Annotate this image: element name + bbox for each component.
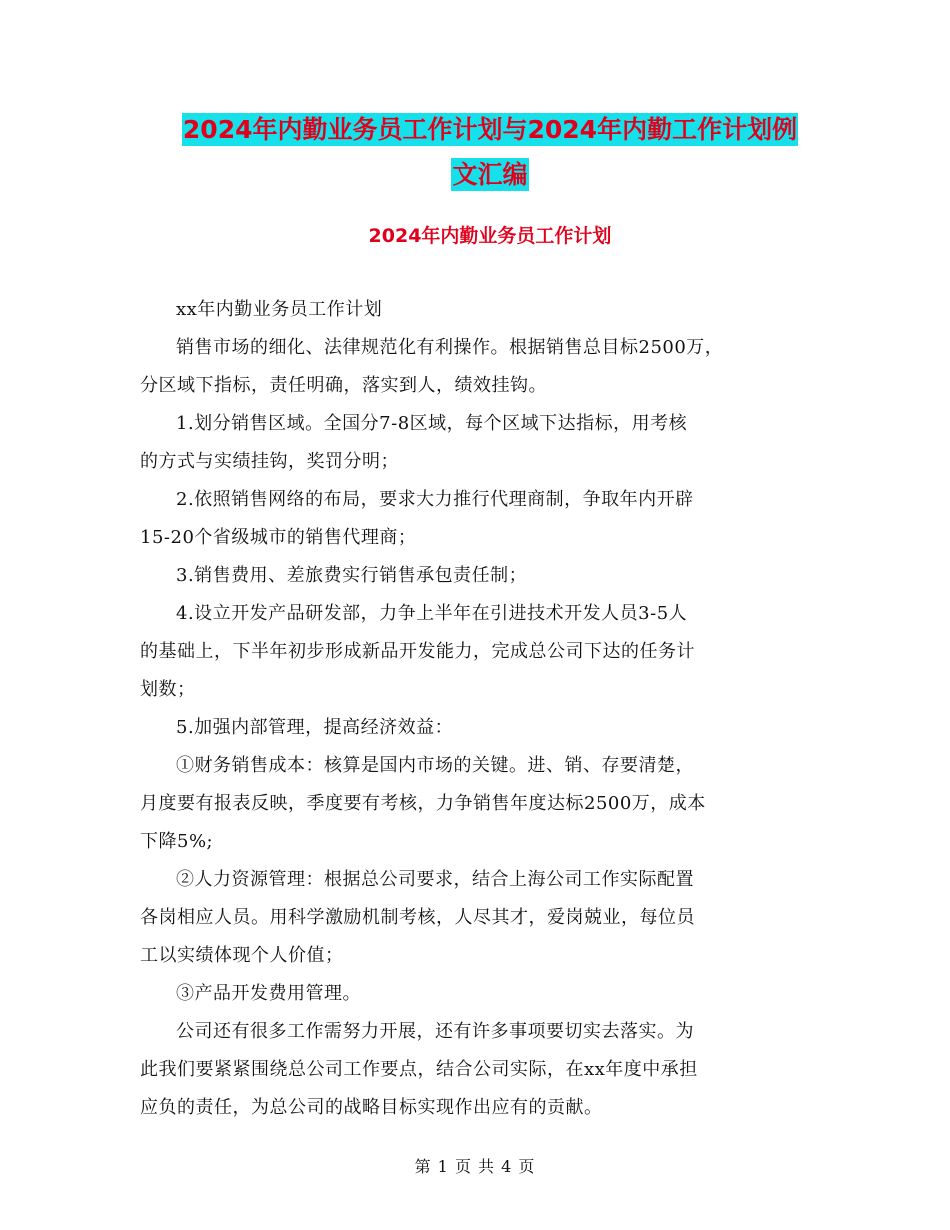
body-line: 3.销售费用、差旅费实行销售承包责任制； [176, 565, 528, 586]
body-line: ①财务销售成本：核算是国内市场的关键。进、销、存要清楚， [176, 755, 694, 776]
body-line: 各岗相应人员。用科学激励机制考核，人尽其才，爱岗兢业，每位员 [140, 907, 695, 928]
document-title-line-1: 2024年内勤业务员工作计划与2024年内勤工作计划例 [182, 115, 798, 144]
document-body [140, 291, 820, 1127]
body-line: 1.划分销售区域。全国分7-8区域，每个区域下达指标，用考核 [176, 413, 688, 434]
body-line: 公司还有很多工作需努力开展，还有许多事项要切实去落实。为 [176, 1021, 694, 1042]
body-line: 工以实绩体现个人价值； [140, 945, 344, 966]
body-line: 应负的责任，为总公司的战略目标实现作出应有的贡献。 [140, 1097, 603, 1118]
body-line: 销售市场的细化、法律规范化有利操作。根据销售总目标2500万， [176, 337, 724, 358]
document-title-line-2: 文汇编 [452, 160, 528, 189]
body-line: ③产品开发费用管理。 [176, 983, 361, 1004]
section-title: 2024年内勤业务员工作计划 [368, 225, 612, 247]
body-line: 月度要有报表反映，季度要有考核，力争销售年度达标2500万，成本 [140, 793, 706, 814]
body-line: xx年内勤业务员工作计划 [176, 299, 383, 320]
body-line: 5.加强内部管理，提高经济效益： [176, 717, 454, 738]
body-line: 此我们要紧紧围绕总公司工作要点，结合公司实际，在xx年度中承担 [140, 1059, 698, 1080]
body-line: 15-20个省级城市的销售代理商； [140, 527, 417, 548]
body-line: 4.设立开发产品研发部，力争上半年在引进技术开发人员3-5人 [176, 603, 688, 624]
body-line: 下降5%; [140, 831, 214, 852]
page-footer: 第 1 页 共 4 页 [414, 1157, 536, 1176]
body-line: 划数； [140, 679, 196, 700]
body-line: ②人力资源管理：根据总公司要求，结合上海公司工作实际配置 [176, 869, 694, 890]
body-line: 的方式与实绩挂钩，奖罚分明； [140, 451, 399, 472]
body-line: 的基础上，下半年初步形成新品开发能力，完成总公司下达的任务计 [140, 641, 695, 662]
body-line: 2.依照销售网络的布局，要求大力推行代理商制，争取年内开辟 [176, 489, 694, 510]
body-line: 分区域下指标，责任明确，落实到人，绩效挂钩。 [140, 375, 547, 396]
